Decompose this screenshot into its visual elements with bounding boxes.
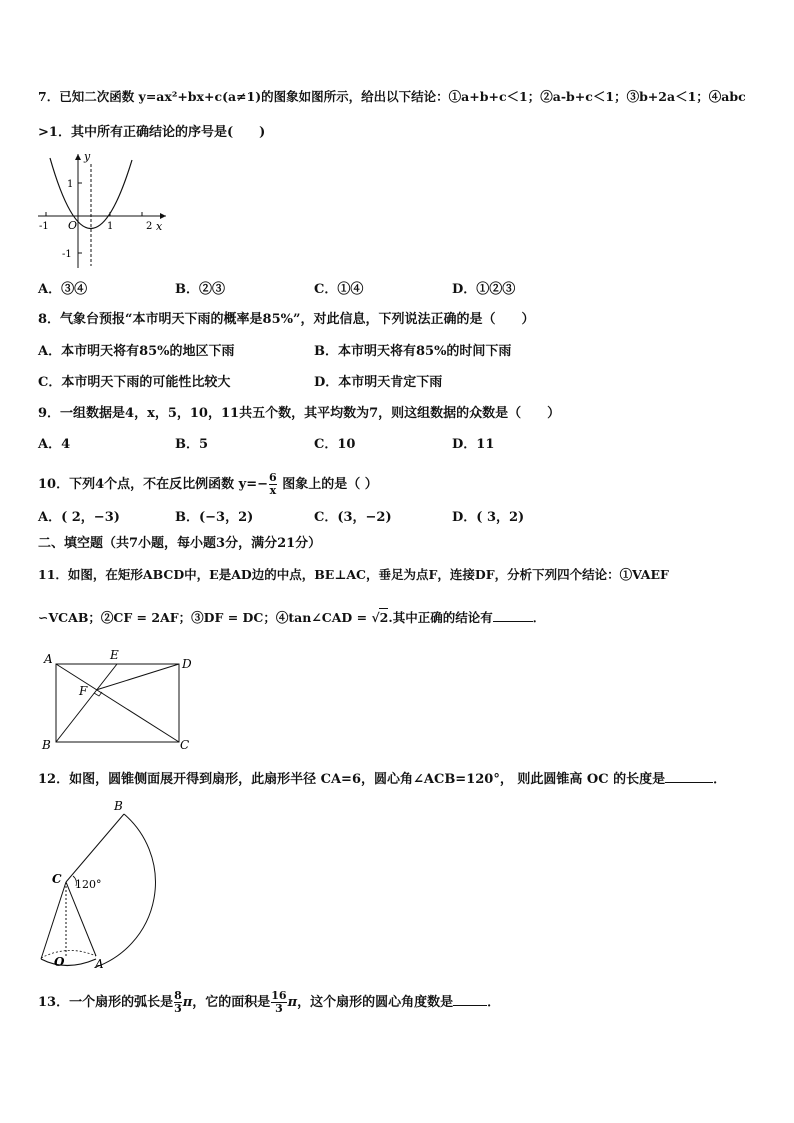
q7-option-c[interactable]: C．①④	[314, 282, 364, 297]
cone-base-front	[41, 959, 96, 966]
q8-option-d[interactable]: D．本市明天肯定下雨	[314, 375, 443, 390]
diagonal-ac	[56, 664, 179, 742]
q10-fraction	[269, 472, 277, 497]
tick-x-2: 2	[146, 221, 153, 232]
y-axis-label: y	[84, 150, 91, 163]
q13-frac2-denominator: 3	[271, 1002, 286, 1015]
q12-stem-text: 12．如图，圆锥侧面展开得到扇形，此扇形半径 CA=6，圆心角∠ACB=120°， 则此圆锥高 OC 的长度是	[38, 772, 666, 787]
q10-frac-denominator: x	[269, 484, 277, 497]
label-a: A	[95, 957, 104, 971]
parabola-curve	[50, 158, 132, 229]
sqrt-argument: 2	[379, 610, 389, 625]
q12-stem	[38, 770, 726, 789]
q13-fraction-2	[271, 990, 286, 1015]
label-e: E	[110, 648, 119, 662]
label-a: A	[44, 652, 53, 666]
q10-stem	[38, 472, 378, 497]
tick-x-1: 1	[107, 221, 114, 232]
x-axis-arrow	[160, 213, 166, 219]
q12-stem-end: ．	[713, 772, 727, 787]
q10-option-c[interactable]: C．(3，−2)	[314, 510, 392, 525]
q9-option-c[interactable]: C．10	[314, 437, 356, 452]
q11-line2-end: ．	[532, 610, 546, 625]
label-o: O	[54, 955, 65, 969]
q8-option-a[interactable]: A．本市明天将有85%的地区下雨	[38, 344, 235, 359]
q11-line2-text-b: .其中正确的结论有	[388, 610, 493, 625]
q7-stem-line1: 7．已知二次函数 y=ax²+bx+c(a≠1)的图象如图所示，给出以下结论：①a+b+c＜1；②a-b+c＜1；③b+2a＜1；④abc	[38, 89, 746, 104]
q13-stem	[38, 990, 500, 1015]
q13-text-c: ，这个扇形的圆心角度数是	[297, 995, 454, 1010]
label-f: F	[79, 684, 88, 698]
q7-parabola-graph	[36, 148, 176, 270]
cone-slant-right	[66, 882, 96, 956]
q8-option-b[interactable]: B．本市明天将有85%的时间下雨	[314, 344, 512, 359]
q13-pi-2: π	[287, 995, 298, 1010]
q7-option-b[interactable]: B．②③	[175, 282, 225, 297]
q11-line2-text-a: ∽VCAB；②CF = 2AF；③DF = DC；④tan∠CAD =	[38, 610, 372, 625]
q10-frac-numerator: 6	[269, 471, 277, 484]
q13-answer-blank[interactable]	[453, 993, 487, 1006]
q10-option-a[interactable]: A．( 2，−3)	[38, 510, 120, 525]
label-angle-120: 120°	[75, 878, 102, 891]
origin-label: O	[68, 219, 78, 232]
q7-option-a[interactable]: A．③④	[38, 282, 88, 297]
q9-stem: 9．一组数据是4，x，5，10，11共五个数，其平均数为7，则这组数据的众数是（ ）	[38, 406, 561, 421]
q11-rectangle-figure	[40, 648, 200, 754]
label-c: C	[180, 738, 190, 752]
sqrt-sign: √	[371, 610, 380, 625]
q13-fraction-1	[174, 990, 182, 1015]
segment-df	[96, 664, 179, 690]
q7-option-d[interactable]: D．①②③	[452, 282, 516, 297]
label-b: B	[114, 799, 123, 813]
tick-y-neg1: -1	[62, 249, 72, 260]
tick-y-1: 1	[67, 179, 74, 190]
cone-base-back	[41, 950, 96, 958]
segment-be	[56, 664, 117, 742]
q13-pi-1: π	[182, 995, 193, 1010]
q9-option-d[interactable]: D．11	[452, 437, 495, 452]
q13-frac1-numerator: 8	[174, 989, 182, 1002]
q10-option-d[interactable]: D．( 3，2)	[452, 510, 525, 525]
q8-stem: 8．气象台预报“本市明天下雨的概率是85%”，对此信息，下列说法正确的是（ ）	[38, 312, 535, 327]
q7-stem-line2: >1．其中所有正确结论的序号是( )	[38, 125, 266, 140]
q11-stem-line2	[38, 608, 545, 627]
q11-stem-line1: 11．如图，在矩形ABCD中，E是AD边的中点，BE⊥AC，垂足为点F，连接DF，分析下列四个结论：①VAEF	[38, 567, 669, 582]
q10-stem-text-b: 图象上的是（ ）	[277, 477, 378, 492]
q9-option-b[interactable]: B．5	[175, 437, 209, 452]
q10-stem-text-a: 10．下列4个点，不在反比例函数 y=−	[38, 477, 269, 492]
section-fill-in-title: 二、填空题（共7小题，每小题3分，满分21分）	[38, 536, 322, 551]
q13-text-end: ．	[487, 995, 501, 1010]
q13-frac2-numerator: 16	[271, 989, 287, 1002]
label-d: D	[182, 657, 192, 671]
q13-text-a: 13．一个扇形的弧长是	[38, 995, 174, 1010]
q12-answer-blank[interactable]	[665, 770, 713, 783]
q9-option-a[interactable]: A．4	[38, 437, 71, 452]
x-axis-label: x	[156, 220, 163, 233]
q10-option-b[interactable]: B．(−3，2)	[175, 510, 254, 525]
y-axis-arrow	[75, 154, 81, 160]
label-b: B	[42, 738, 51, 752]
q13-frac1-denominator: 3	[174, 1002, 182, 1015]
sector-radius-cb	[66, 814, 124, 882]
q11-answer-blank[interactable]	[493, 609, 533, 622]
q12-cone-sector-figure	[36, 796, 166, 976]
q8-option-c[interactable]: C．本市明天下雨的可能性比较大	[38, 375, 231, 390]
cone-slant-left	[41, 882, 66, 959]
label-c: C	[52, 872, 62, 886]
tick-x-neg1: -1	[39, 221, 49, 232]
q13-text-b: ，它的面积是	[192, 995, 271, 1010]
